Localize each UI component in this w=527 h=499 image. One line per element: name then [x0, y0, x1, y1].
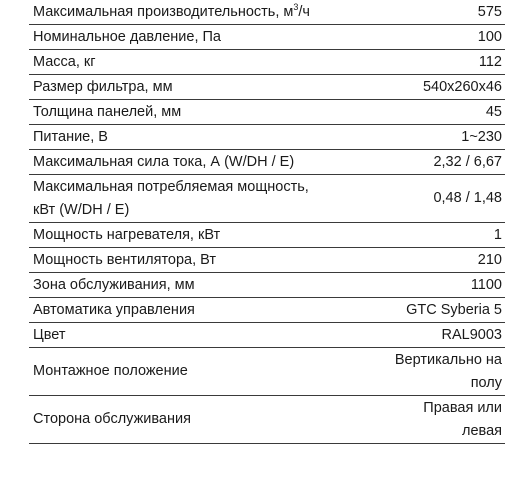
specifications-table	[29, 0, 505, 444]
spec-value: 2,32 / 6,67	[366, 150, 505, 175]
spec-value: RAL9003	[366, 323, 505, 348]
spec-row-mounting-position	[29, 348, 505, 396]
spec-row-heater-power	[29, 223, 505, 248]
spec-value: 575	[366, 0, 505, 25]
spec-label: Зона обслуживания, мм	[29, 273, 366, 298]
spec-row-filter-size	[29, 75, 505, 100]
spec-label: Мощность нагревателя, кВт	[29, 223, 366, 248]
spec-value-line-1: Вертикально на	[394, 351, 502, 368]
spec-label: Цвет	[29, 323, 366, 348]
spec-value-line-2: полу	[470, 374, 502, 391]
spec-row-service-zone	[29, 273, 505, 298]
spec-label-line-1: Максимальная потребляемая мощность,	[33, 178, 309, 195]
spec-value: 210	[366, 248, 505, 273]
spec-row-nominal-pressure	[29, 25, 505, 50]
spec-label-line-2: кВт (W/DH / E)	[33, 201, 130, 218]
spec-value: 112	[366, 50, 505, 75]
spec-value: 1	[366, 223, 505, 248]
spec-row-power-supply	[29, 125, 505, 150]
spec-label: Автоматика управления	[29, 298, 366, 323]
spec-value: 540x260x46	[366, 75, 505, 100]
spec-value: GTC Syberia 5	[366, 298, 505, 323]
spec-label-text: Максимальная производительность, м	[33, 3, 294, 20]
spec-label-unit: /ч	[298, 3, 310, 20]
spec-label: Мощность вентилятора, Вт	[29, 248, 366, 273]
spec-label: Толщина панелей, мм	[29, 100, 366, 125]
spec-row-color	[29, 323, 505, 348]
spec-value: 45	[366, 100, 505, 125]
spec-label: Масса, кг	[29, 50, 366, 75]
spec-value-line-2: левая	[462, 422, 502, 439]
spec-label: Питание, В	[29, 125, 366, 150]
spec-label: Максимальная сила тока, А (W/DH / E)	[29, 150, 366, 175]
spec-row-service-side	[29, 396, 505, 444]
spec-row-fan-power	[29, 248, 505, 273]
spec-row-max-power-consumption	[29, 175, 505, 223]
spec-label: Размер фильтра, мм	[29, 75, 366, 100]
spec-label: Номинальное давление, Па	[29, 25, 366, 50]
spec-label	[29, 175, 366, 223]
spec-value: 100	[366, 25, 505, 50]
spec-value: 0,48 / 1,48	[366, 175, 505, 223]
spec-row-max-current	[29, 150, 505, 175]
spec-value-line-1: Правая или	[423, 399, 502, 416]
spec-row-panel-thickness	[29, 100, 505, 125]
spec-label-superscript: 3	[293, 1, 299, 12]
spec-row-max-capacity	[29, 0, 505, 25]
spec-label: Сторона обслуживания	[29, 396, 366, 444]
spec-label	[29, 0, 366, 25]
spec-row-mass	[29, 50, 505, 75]
spec-row-control-automation	[29, 298, 505, 323]
spec-value	[366, 348, 505, 396]
spec-value	[366, 396, 505, 444]
spec-label: Монтажное положение	[29, 348, 366, 396]
spec-value: 1~230	[366, 125, 505, 150]
spec-value: 1100	[366, 273, 505, 298]
